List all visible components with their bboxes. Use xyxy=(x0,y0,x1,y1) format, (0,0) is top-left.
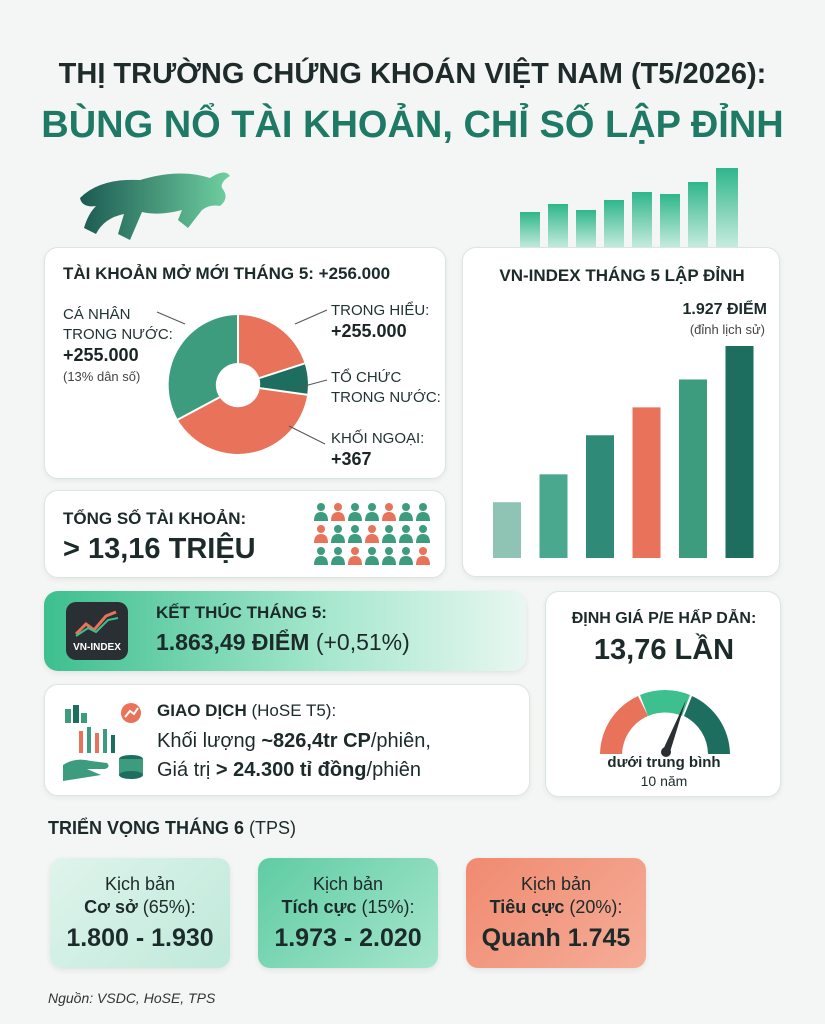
valuation-note-1: dưới trung bình xyxy=(607,754,721,771)
scenario-positive-name-rest: (15%): xyxy=(356,897,415,917)
outlook-title-rest: (TPS) xyxy=(244,818,297,838)
valuation-label: ĐỊNH GIÁ P/E HẤP DẪN: xyxy=(571,610,757,627)
month-end-value: 1.863,49 ĐIỂM xyxy=(156,629,310,655)
scenario-base-name xyxy=(50,897,230,918)
foreign-value: +367 xyxy=(331,449,372,469)
valuation-card xyxy=(545,591,781,797)
trading-volume-value: ~826,4tr CP xyxy=(261,730,371,752)
decorative-bars xyxy=(515,160,745,250)
individual-label-1: CÁ NHÂN xyxy=(63,306,131,323)
vnindex-bar xyxy=(679,379,707,558)
peak-value: 1.927 ĐIỂM xyxy=(682,301,767,318)
scenario-positive-name xyxy=(258,897,438,918)
new-accounts-card xyxy=(44,247,446,479)
vnindex-badge-label: VN-INDEX xyxy=(73,642,121,653)
total-accounts-card xyxy=(44,490,446,578)
scenario-negative-name xyxy=(466,897,646,918)
people-icon xyxy=(313,501,437,571)
month-end-change: (+0,51%) xyxy=(315,629,410,655)
scenario-negative-name-bold: Tiêu cực xyxy=(489,897,565,917)
trading-value-line xyxy=(157,759,421,782)
scenario-negative-name-rest: (20%): xyxy=(564,897,623,917)
vnindex-bar xyxy=(540,474,568,558)
vnindex-bar xyxy=(633,407,661,558)
foreign-label: KHỐI NGOẠI: xyxy=(331,430,425,447)
scenario-positive-label: Kịch bản xyxy=(312,874,384,894)
institution-label-2: TRONG NƯỚC: xyxy=(331,389,441,406)
trading-title-bold: GIAO DỊCH xyxy=(157,701,247,720)
individual-label-2: TRONG NƯỚC: xyxy=(63,326,173,343)
peak-note: (đỉnh lịch sử) xyxy=(689,322,765,337)
scenario-positive-name-bold: Tích cực xyxy=(281,897,357,917)
trading-icon xyxy=(61,699,145,783)
page-title-line2: BÙNG NỔ TÀI KHOẢN, CHỈ SỐ LẬP ĐỈNH xyxy=(41,104,784,146)
scenario-negative-card xyxy=(466,858,646,968)
total-accounts-label: TỔNG SỐ TÀI KHOẢN: xyxy=(63,509,247,528)
retail-label: TRONG HIỂU: xyxy=(331,302,430,319)
scenario-negative-label: Kịch bản xyxy=(520,874,592,894)
scenario-base-name-bold: Cơ sở xyxy=(84,897,138,917)
trading-title-rest: (HoSE T5): xyxy=(246,701,337,720)
trading-card xyxy=(44,684,530,796)
month-end-label: KẾT THÚC THÁNG 5: xyxy=(156,603,327,622)
scenario-base-name-rest: (65%): xyxy=(137,897,196,917)
institution-label-1: TỔ CHỨC xyxy=(331,369,402,386)
trading-value-unit: /phiên xyxy=(366,759,422,781)
outlook-title-bold: TRIỂN VỌNG THÁNG 6 xyxy=(48,818,245,838)
bull-icon xyxy=(70,158,240,248)
scenario-positive-range: 1.973 - 2.020 xyxy=(274,924,422,952)
vnindex-chart-title: VN-INDEX THÁNG 5 LẬP ĐỈNH xyxy=(499,266,745,285)
scenario-base-card xyxy=(50,858,230,968)
page-title-line1: THỊ TRƯỜNG CHỨNG KHOÁN VIỆT NAM (T5/2026): xyxy=(58,58,767,90)
individual-note: (13% dân số) xyxy=(63,369,141,384)
trading-volume-line xyxy=(157,730,431,753)
valuation-note-2: 10 năm xyxy=(640,773,688,789)
vnindex-badge xyxy=(66,602,128,660)
vnindex-bar xyxy=(726,346,754,558)
valuation-gauge xyxy=(590,678,740,758)
trading-title xyxy=(157,701,336,721)
trading-volume-unit: /phiên, xyxy=(370,730,431,752)
valuation-value: 13,76 LẦN xyxy=(593,634,735,666)
vnindex-chart-card xyxy=(462,247,780,577)
trading-value-label: Giá trị xyxy=(157,759,216,781)
month-end-card xyxy=(44,591,526,671)
month-end-value-line xyxy=(156,629,410,656)
individual-value: +255.000 xyxy=(63,345,139,365)
scenario-negative-range: Quanh 1.745 xyxy=(481,924,631,952)
vnindex-bar xyxy=(493,502,521,558)
scenario-base-label: Kịch bản xyxy=(104,874,176,894)
vnindex-bar xyxy=(586,435,614,558)
vnindex-bar-chart xyxy=(483,336,763,558)
total-accounts-value: > 13,16 TRIỆU xyxy=(63,533,256,565)
new-accounts-title: TÀI KHOẢN MỞ MỚI THÁNG 5: +256.000 xyxy=(63,264,391,283)
retail-value: +255.000 xyxy=(331,321,407,341)
scenario-positive-card xyxy=(258,858,438,968)
scenario-base-range: 1.800 - 1.930 xyxy=(66,924,214,952)
outlook-title xyxy=(48,818,296,839)
source-note: Nguồn: VSDC, HoSE, TPS xyxy=(48,990,216,1006)
trend-up-icon xyxy=(74,608,120,638)
trading-volume-label: Khối lượng xyxy=(157,730,262,752)
trading-value-value: > 24.300 tỉ đồng xyxy=(215,759,367,781)
